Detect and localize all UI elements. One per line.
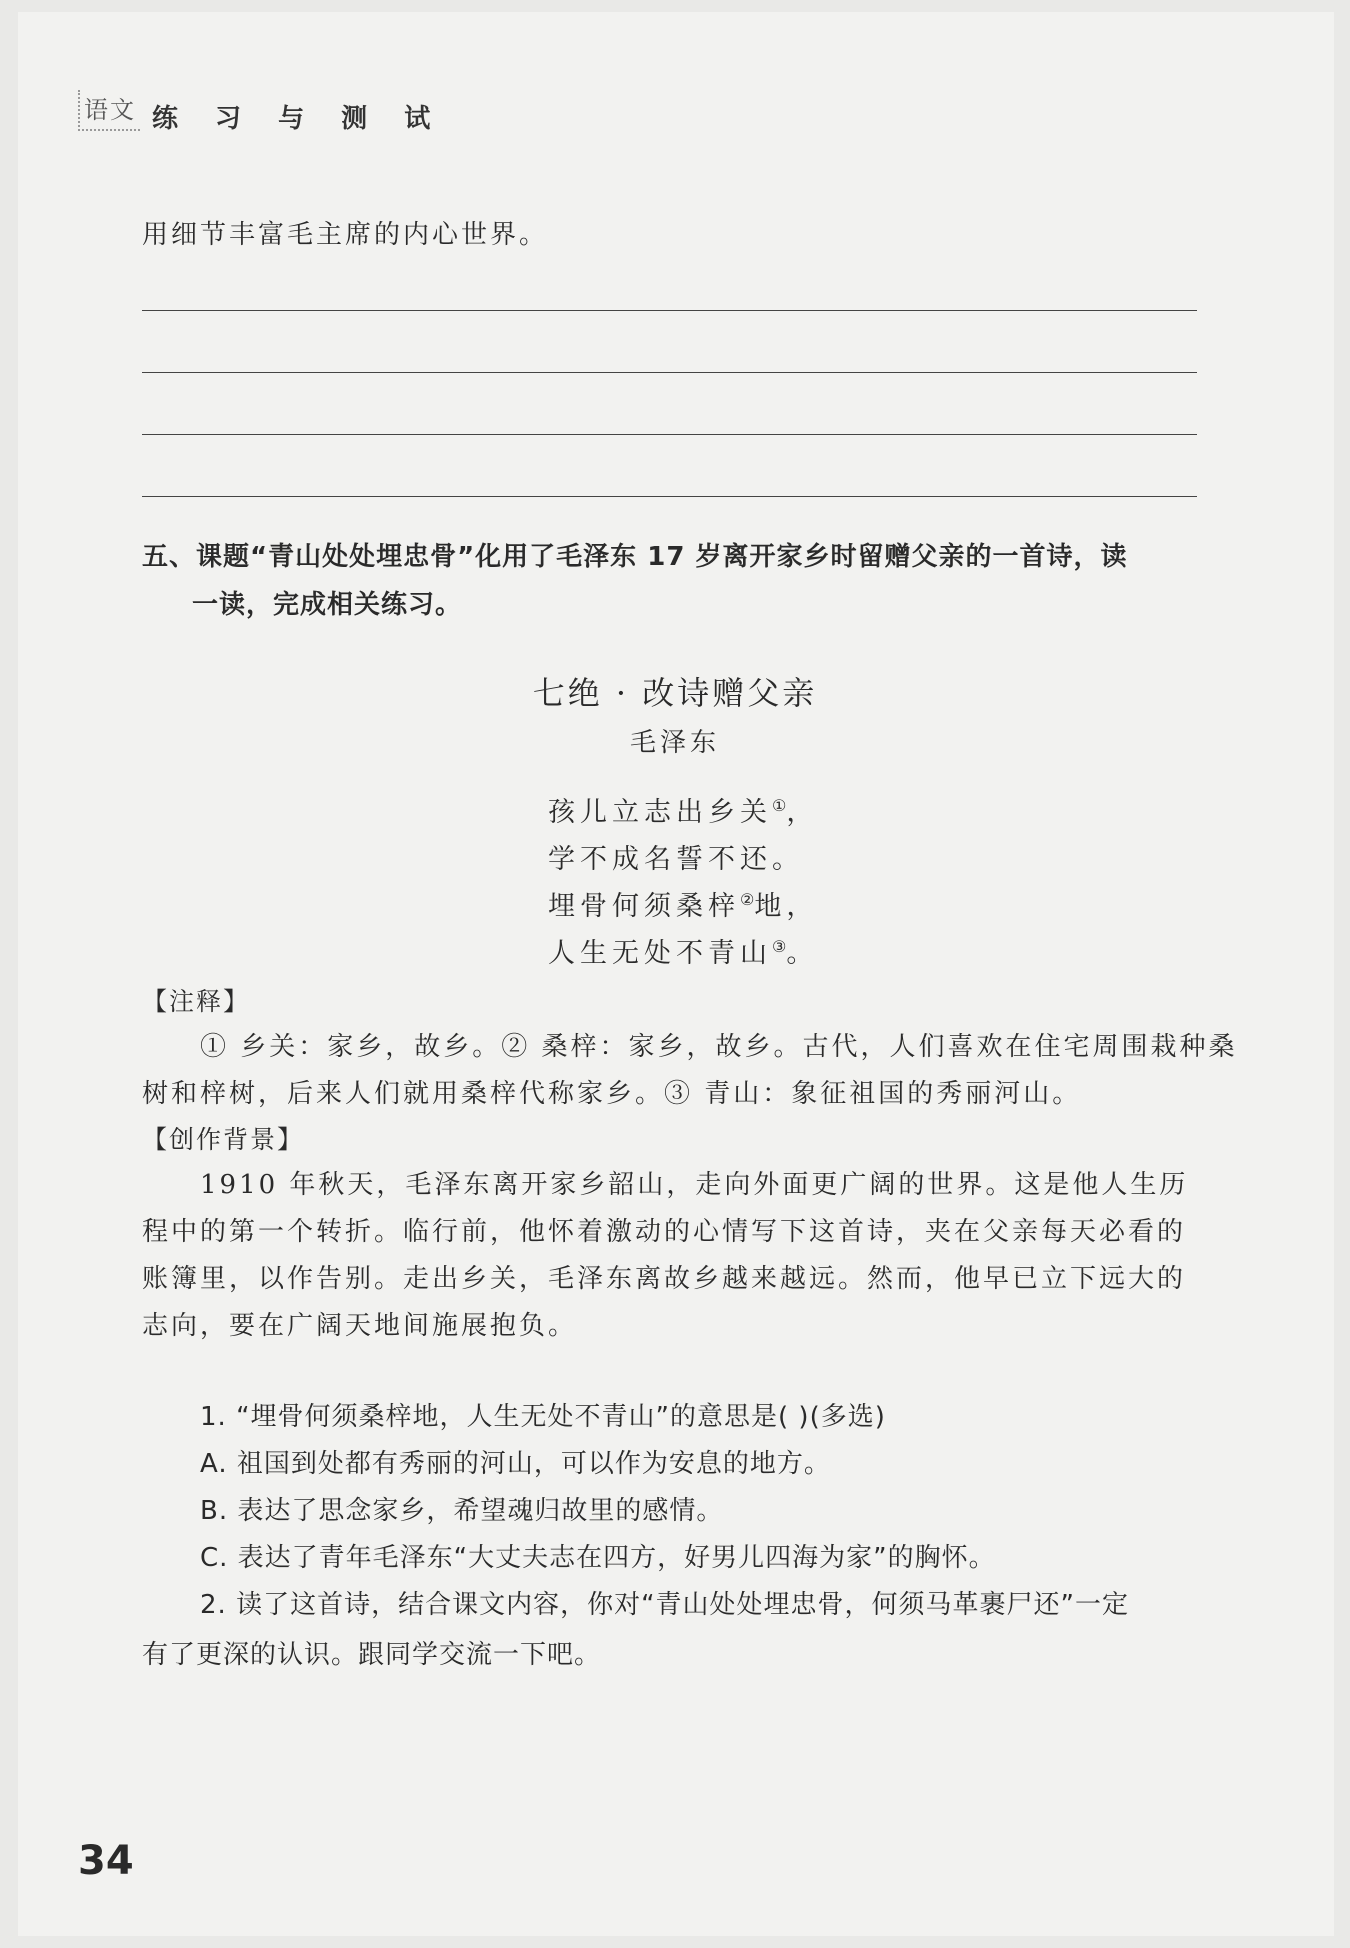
q1-option-a: A. 祖国到处都有秀丽的河山，可以作为安息的地方。 <box>200 1449 831 1479</box>
poem-line-3: 埋骨何须桑梓②地， <box>548 890 819 922</box>
poem-title: 七绝 · 改诗赠父亲 <box>532 674 818 712</box>
background-line-3: 账簿里，以作告别。走出乡关，毛泽东离故乡越来越远。然而，他早已立下远大的 <box>142 1264 1187 1294</box>
background-line-1: 1910 年秋天，毛泽东离开家乡韶山，走向外面更广阔的世界。这是他人生历 <box>200 1170 1189 1200</box>
header-subject: 语文 <box>78 90 140 131</box>
background-line-2: 程中的第一个转折。临行前，他怀着激动的心情写下这首诗，夹在父亲每天必看的 <box>142 1217 1187 1247</box>
poem-line-1: 孩儿立志出乡关①， <box>548 796 819 828</box>
background-line-4: 志向，要在广阔天地间施展抱负。 <box>142 1311 578 1341</box>
answer-line-4[interactable] <box>142 496 1197 497</box>
notes-label: 【注释】 <box>142 987 251 1016</box>
note-mark-1: ① <box>772 796 787 815</box>
background-label: 【创作背景】 <box>142 1125 305 1154</box>
q1-option-c: C. 表达了青年毛泽东“大丈夫志在四方，好男儿四海为家”的胸怀。 <box>200 1543 996 1573</box>
note-mark-2: ② <box>740 890 755 909</box>
section5-heading-line1: 五、课题“青山处处埋忠骨”化用了毛泽东 17 岁离开家乡时留赠父亲的一首诗，读 <box>142 542 1128 572</box>
poem-line-4: 人生无处不青山③。 <box>548 937 819 969</box>
header-book-title: 练 习 与 测 试 <box>152 104 445 134</box>
q2-line-2: 有了更深的认识。跟同学交流一下吧。 <box>142 1640 602 1670</box>
q1-stem: 1. “埋骨何须桑梓地，人生无处不青山”的意思是( )(多选) <box>200 1402 886 1432</box>
answer-line-1[interactable] <box>142 310 1197 311</box>
notes-line-2: 树和梓树，后来人们就用桑梓代称家乡。③ 青山：象征祖国的秀丽河山。 <box>142 1079 1082 1109</box>
page-number: 34 <box>78 1838 134 1884</box>
answer-line-3[interactable] <box>142 434 1197 435</box>
note-mark-3: ③ <box>772 937 787 956</box>
poem-author: 毛泽东 <box>629 728 720 758</box>
q1-option-b: B. 表达了思念家乡，希望魂归故里的感情。 <box>200 1496 724 1526</box>
poem-line-2: 学不成名誓不还。 <box>548 844 804 875</box>
notes-line-1: ① 乡关：家乡，故乡。② 桑梓：家乡，故乡。古代，人们喜欢在住宅周围栽种桑 <box>200 1032 1238 1062</box>
answer-line-2[interactable] <box>142 372 1197 373</box>
section5-heading-line2: 一读，完成相关练习。 <box>192 590 463 620</box>
prev-question-text: 用细节丰富毛主席的内心世界。 <box>142 220 549 250</box>
q2-line-1: 2. 读了这首诗，结合课文内容，你对“青山处处埋忠骨，何须马革裹尸还”一定 <box>200 1590 1130 1620</box>
